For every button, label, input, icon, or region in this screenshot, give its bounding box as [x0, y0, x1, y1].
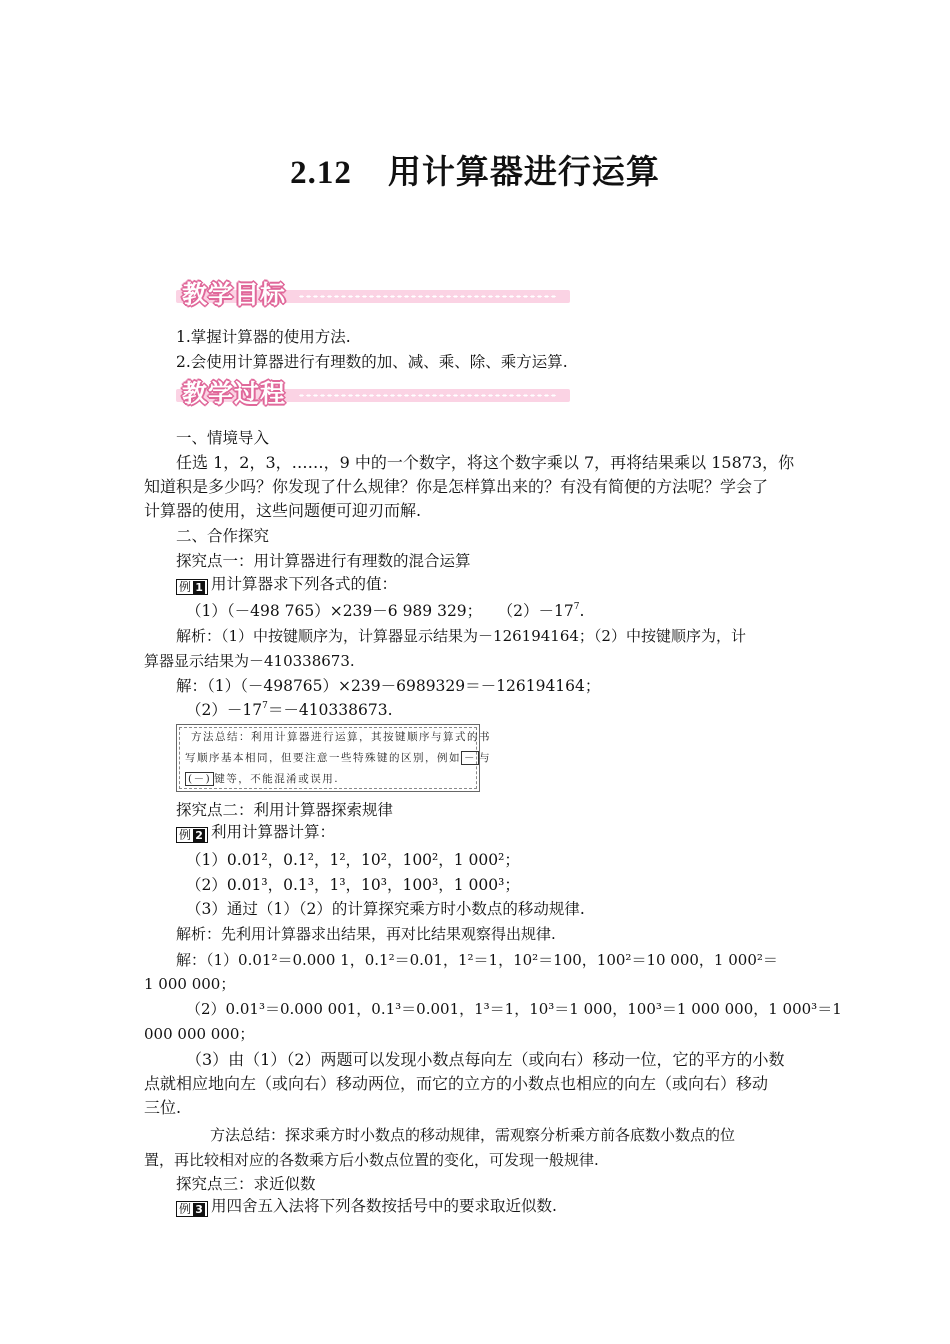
method-summary-box: [176, 724, 491, 792]
example-2-question-1: （1）0.01²，0.1²，1²，10²，100²，1 000²；: [186, 851, 520, 869]
page-title: [0, 146, 950, 193]
example-1-question: （1）（－498 765）×239－6 989 329； $(2)-17^7$.: [186, 602, 585, 620]
box-line-2: 写顺序基本相同，但要注意一些特殊键的区别，例如 － 与: [185, 752, 491, 764]
intro-line-1: 任选 1，2，3，……，9 中的一个数字，将这个数字乘以 7，再将结果乘以 15873，你: [176, 453, 795, 472]
example-2-solution-1a: 解：（1）0.01²＝0.000 1，0.1²＝0.01，1²＝1，10²＝100，100²＝10 000，1 000²＝: [176, 951, 778, 969]
negative-key: (－): [185, 772, 214, 786]
section-title: 用计算器进行运算: [387, 152, 660, 191]
example-2-solution-3b: 点就相应地向左（或向右）移动两位，而它的立方的小数点也相应的向左（或向右）移动: [144, 1074, 769, 1093]
process-banner: [176, 374, 570, 408]
method-summary-2a: 方法总结：探求乘方时小数点的移动规律，需观察分析乘方前各底数小数点的位: [210, 1126, 736, 1144]
example-2-solution-3c: 三位.: [144, 1098, 182, 1117]
intro-line-3: 计算器的使用，这些问题便可迎刃而解.: [144, 501, 422, 520]
example-2-analysis: 解析：先利用计算器求出结果，再对比结果观察得出规律.: [176, 925, 556, 943]
example-1-analysis-b: 算器显示结果为－410338673.: [144, 652, 355, 670]
example-2-question-3: （3）通过（1）（2）的计算探究乘方时小数点的移动规律.: [186, 900, 585, 918]
example-1-analysis-a: 解析：（1）中按键顺序为，计算器显示结果为－126194164；（2）中按键顺序为，计: [176, 627, 746, 645]
example-2-question-2: （2）0.01³，0.1³，1³，10³，100³，1 000³；: [186, 876, 520, 894]
process-banner-label: 教学过程: [182, 379, 287, 408]
example-badge: 例 3: [176, 1201, 208, 1217]
box-line-1: 方法总结：利用计算器进行运算，其按键顺序与算式的书: [191, 731, 491, 743]
box-line-3: (－) 键等，不能混淆或误用.: [185, 771, 339, 786]
goal-2: 2.会使用计算器进行有理数的加、减、乘、除、乘方运算.: [176, 353, 568, 371]
example-2-solution-3a: （3）由（1）（2）两题可以发现小数点每向左（或向右）移动一位，它的平方的小数: [186, 1050, 785, 1069]
intro-line-2: 知道积是多少吗？你发现了什么规律？你是怎样算出来的？有没有简便的方法呢？学会了: [144, 477, 769, 496]
minus-key: －: [461, 751, 479, 765]
example-3-prompt: 例 3 用四舍五入法将下列各数按括号中的要求取近似数.: [176, 1196, 557, 1217]
example-badge: 例 2: [176, 827, 208, 843]
goals-banner: [176, 275, 570, 309]
example-1-solution-a: 解：（1）（－498765）×239－6989329＝－126194164；: [176, 677, 601, 695]
example-1-solution-b: $(2)-17^7=-410338673$.: [186, 701, 393, 719]
goals-banner-label: 教学目标: [182, 280, 287, 309]
example-1-prompt: 例 1 用计算器求下列各式的值：: [176, 574, 397, 595]
method-summary-2b: 置，再比较相对应的各数乘方后小数点位置的变化，可发现一般规律.: [144, 1151, 599, 1169]
section-number: 2.12: [290, 155, 352, 191]
point-2-heading: 探究点二：利用计算器探索规律: [176, 801, 394, 819]
explore-heading: 二、合作探究: [176, 527, 270, 545]
point-3-heading: 探究点三：求近似数: [176, 1175, 316, 1193]
example-2-solution-1b: 1 000 000；: [144, 975, 236, 993]
example-2-solution-2b: 000 000 000；: [144, 1025, 255, 1043]
example-badge: 例 1: [176, 579, 208, 595]
example-2-prompt: 例 2 利用计算器计算：: [176, 822, 335, 843]
goal-1: 1.掌握计算器的使用方法.: [176, 328, 351, 346]
intro-heading: 一、情境导入: [176, 429, 270, 447]
example-2-solution-2a: （2）0.01³＝0.000 001，0.1³＝0.001，1³＝1，10³＝1 000，100³＝1 000 000，1 000³＝1: [186, 1000, 842, 1018]
point-1-heading: 探究点一：用计算器进行有理数的混合运算: [176, 552, 471, 570]
